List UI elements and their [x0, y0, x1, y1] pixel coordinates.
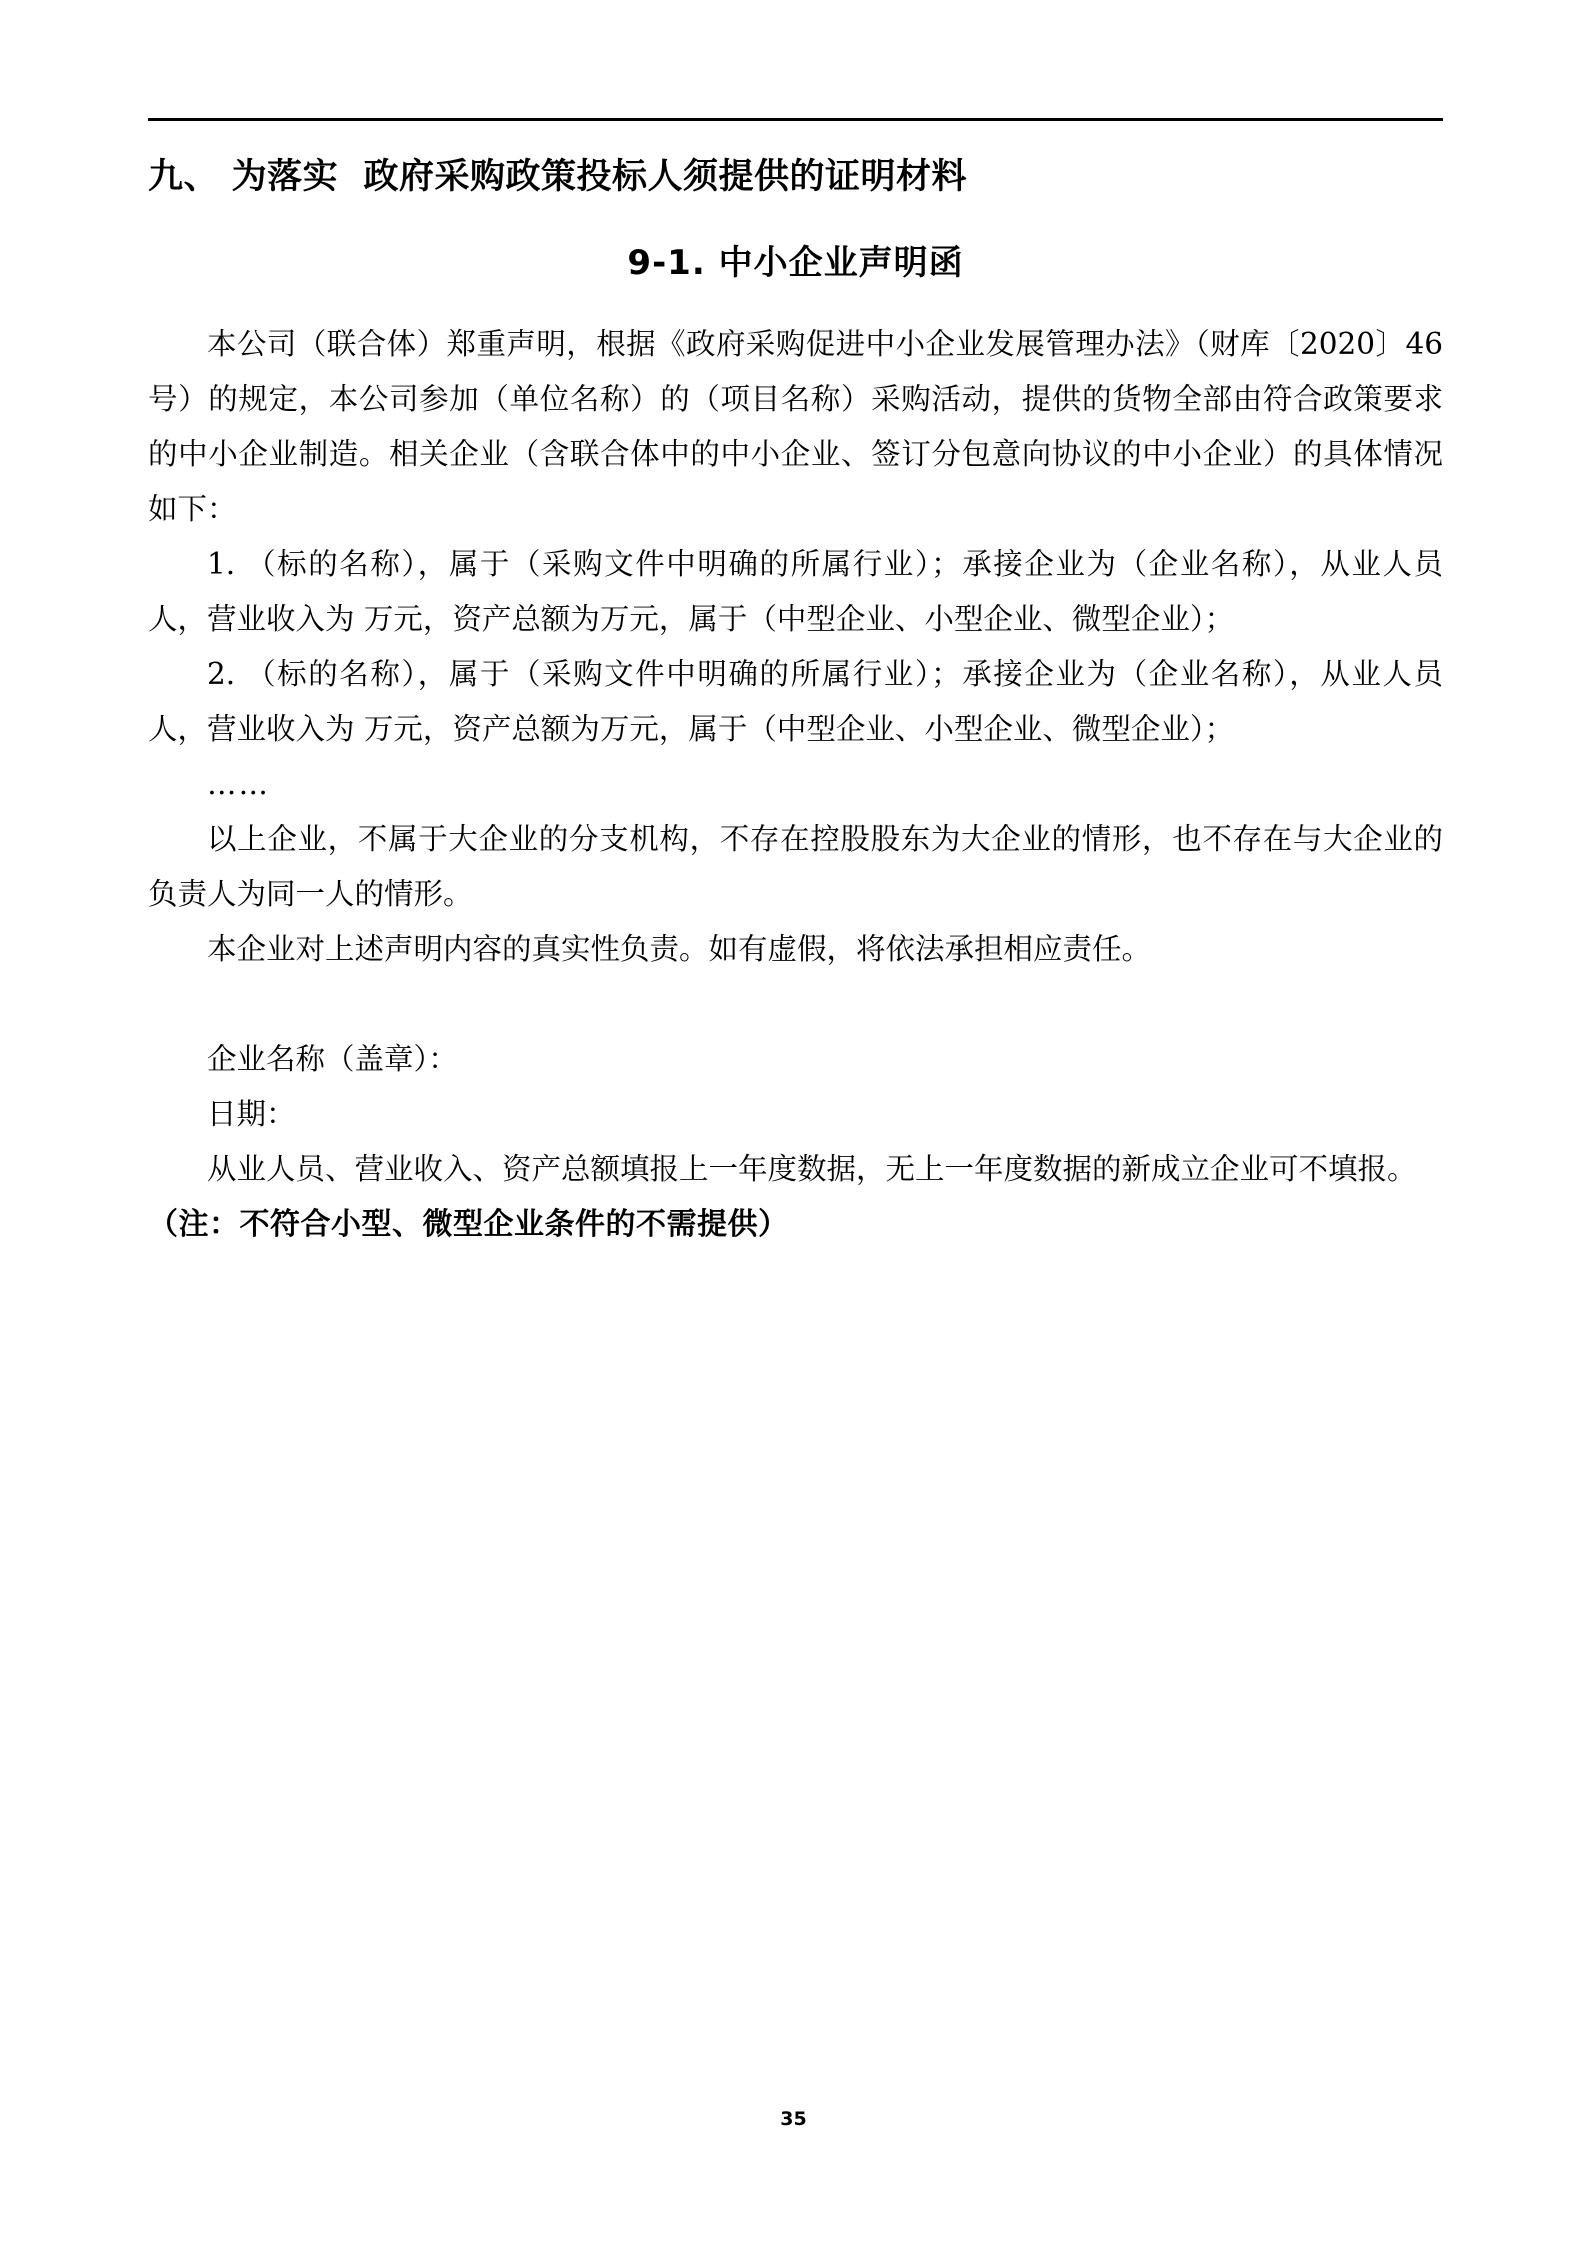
document-content: [148, 0, 1443, 1252]
list-item-1: 1. （标的名称），属于（采购文件中明确的所属行业）；承接企业为（企业名称），从业人员 人，营业收入为 万元，资产总额为万元，属于（中型企业、小型企业、微型企业）；: [148, 546, 1443, 636]
page-title: 9-1. 中小企业声明函: [627, 242, 964, 283]
signature-spacer: [148, 977, 1443, 1032]
paragraph-footnote: 从业人员、营业收入、资产总额填报上一年度数据，无上一年度数据的新成立企业可不填报。: [207, 1151, 1417, 1186]
company-name-label: 企业名称（盖章）：: [207, 1041, 458, 1076]
paragraph-ellipsis: ……: [207, 766, 270, 801]
section-heading: 九、 为落实 政府采购政策投标人须提供的证明材料: [148, 157, 968, 197]
page-number: 35: [780, 2108, 807, 2130]
paragraph-note: （注：不符合小型、微型企业条件的不需提供）: [148, 1206, 789, 1242]
paragraph-intro: 本公司（联合体）郑重声明，根据《政府采购促进中小企业发展管理办法》（财库〔2020〕46 号）的规定，本公司参加（单位名称）的（项目名称）采购活动，提供的货物全部由符合政策要求的中小企业制造。相关企业（含联合体中的中小企业、签订分包意向协议的中小企业）的具体情况如下：: [148, 326, 1443, 526]
paragraph-statement-1: 以上企业，不属于大企业的分支机构，不存在控股股东为大企业的情形，也不存在与大企业的负责人为同一人的情形。: [148, 821, 1443, 911]
date-label: 日期：: [207, 1096, 296, 1131]
list-item-2: 2. （标的名称），属于（采购文件中明确的所属行业）；承接企业为（企业名称），从业人员 人，营业收入为 万元，资产总额为万元，属于（中型企业、小型企业、微型企业）；: [148, 656, 1443, 746]
header-divider: [148, 118, 1443, 121]
document-body: [148, 317, 1443, 1252]
paragraph-statement-2: 本企业对上述声明内容的真实性负责。如有虚假，将依法承担相应责任。: [207, 931, 1152, 966]
